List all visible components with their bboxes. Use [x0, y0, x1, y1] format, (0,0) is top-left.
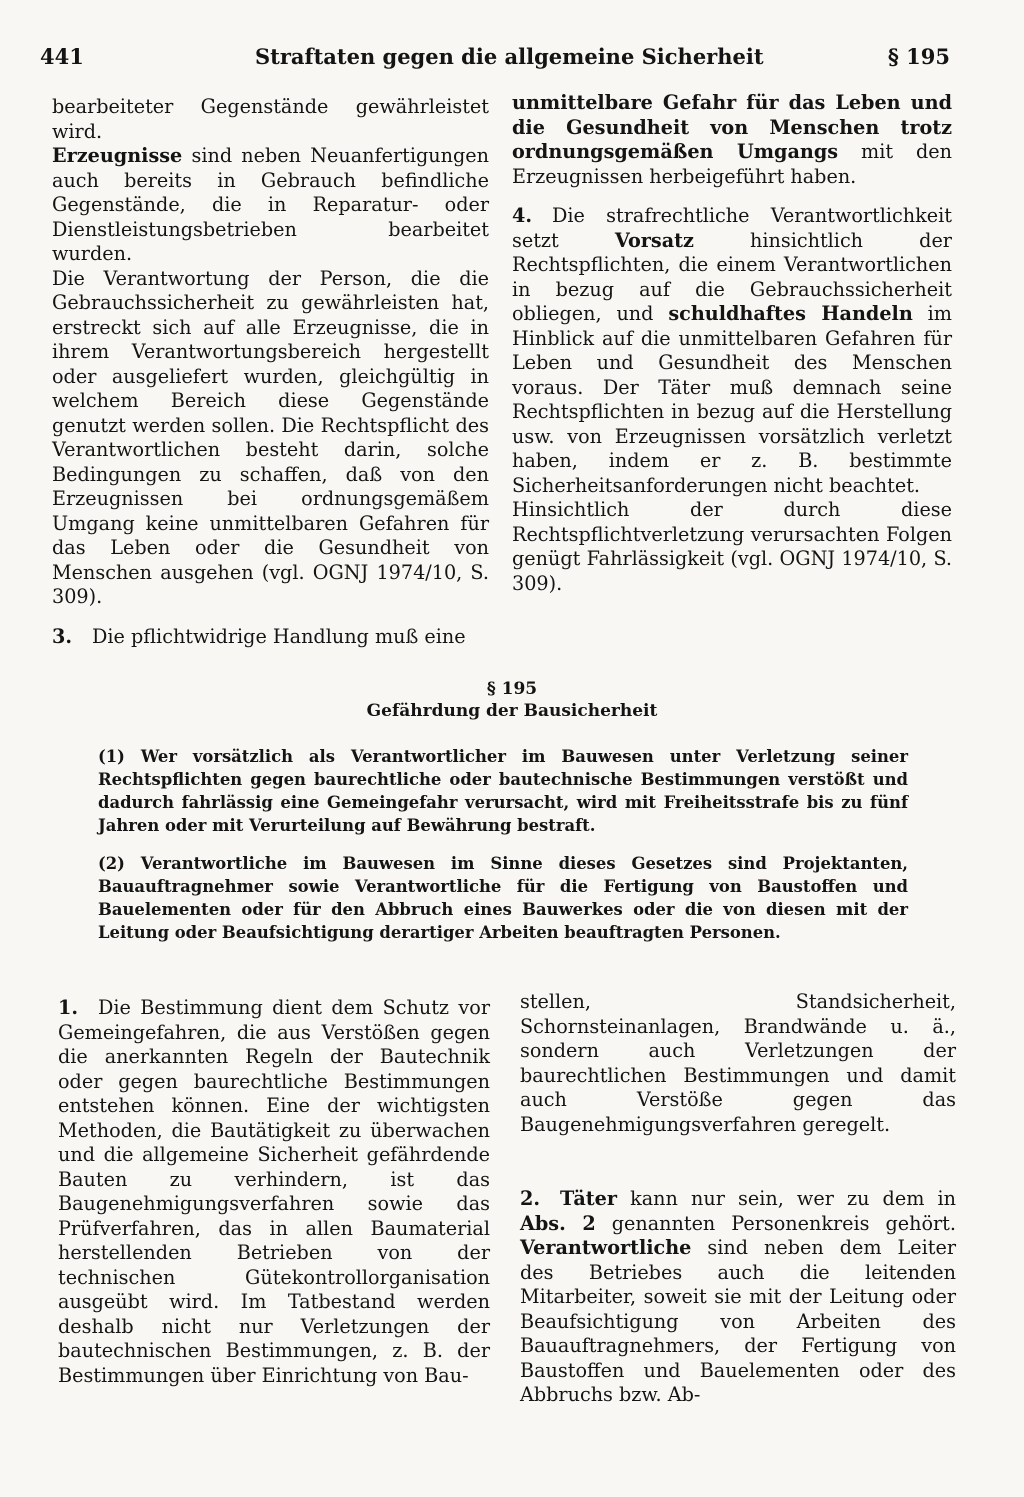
bold-phrase: unmittelbare Gefahr für das Leben und die Gesundheit von Menschen trotz ordnungsgemäßen Umgangs: [512, 91, 952, 163]
term-abs-2: Abs. 2: [520, 1211, 596, 1235]
paragraph-number: 3.: [52, 624, 73, 648]
paragraph-text: Die Bestimmung dient dem Schutz vor Gemeingefahren, die aus Verstößen gegen die anerkannten Regeln der Bautechnik oder gegen baurechtliche Bestimmungen entstehen können. Eine der wichtigsten Methoden, die Bautätigkeit zu überwachen und die allgemeine Sicherheit gefährdende Bauten zu verhindern, ist das Baugenehmigungsverfahren sowie das Prüfverfahren, das in allen Baumaterial herstellenden Betrieben von der technischen Gütekontrollorganisation ausgeübt wird. Im Tatbestand werden deshalb nicht nur Verletzungen der bautechnischen Bestimmungen, z. B. der Bestimmungen über Einrichtung von Bau-: [58, 996, 490, 1387]
commentary-column-top-right: [512, 91, 952, 596]
law-section-title: Gefährdung der Bausicherheit: [366, 701, 658, 721]
term-schuldhaftes-handeln: schuldhaftes Handeln: [668, 302, 913, 325]
paragraph: Hinsichtlich der durch diese Rechtspflichtverletzung verursachten Folgen genügt Fahrlässigkeit (vgl. OGNJ 1974/10, S. 309).: [512, 498, 952, 595]
paragraph: stellen, Standsicherheit, Schornsteinanlagen, Brandwände u. ä., sondern auch Verletzungen der baurechtlichen Bestimmungen und damit auch Verstöße gegen das Baugenehmigungsverfahren geregelt.: [520, 990, 956, 1136]
paragraph-text: sind neben Neuanfertigungen auch bereits in Gebrauch befindliche Gegenstände, die in Reparatur- oder Dienstleistungsbetrieben bearbeitet wurden.: [52, 144, 489, 265]
numbered-paragraph: [52, 625, 489, 650]
paragraph-text: sind neben dem Leiter des Betriebes auch die leitenden Mitarbeiter, soweit sie mit der Leitung oder Beaufsichtigung von Arbeiten des Bauauftragnehmers, der Fertigung von Baustoffen und Bauelementen oder des Abbruchs bzw. Ab-: [520, 1236, 956, 1406]
commentary-column-bottom-right: [520, 990, 956, 1408]
commentary-column-bottom-left: [58, 996, 490, 1388]
term-taeter: Täter: [560, 1187, 617, 1210]
term-erzeugnisse: Erzeugnisse: [52, 144, 183, 167]
paragraph-text: im Hinblick auf die unmittelbaren Gefahren für Leben und Gesundheit des Menschen voraus. Der Täter muß demnach seine Rechtspflichten in bezug auf die Herstellung usw. von Erzeugnissen vorsätzlich verletzt haben, indem er z. B. bestimmte Sicherheitsanforderungen nicht beachtet.: [512, 302, 952, 497]
numbered-paragraph: [520, 1187, 956, 1408]
law-paragraph-1: (1) Wer vorsätzlich als Verantwortlicher im Bauwesen unter Verletzung seiner Rechtspflichten gegen baurechtliche oder bautechnische Bestimmungen verstößt und dadurch fahrlässig eine Gemeingefahr verursacht, wird mit Freiheitsstrafe bis zu fünf Jahren oder mit Verurteilung auf Bewährung bestraft.: [98, 747, 908, 835]
numbered-paragraph: [58, 996, 490, 1388]
page-number: 441: [40, 44, 84, 69]
paragraph-text: kann nur sein, wer zu dem in: [617, 1187, 956, 1210]
paragraph: [512, 91, 952, 189]
paragraph: [52, 144, 489, 267]
paragraph-number: 4.: [512, 204, 533, 227]
running-title: Straftaten gegen die allgemeine Sicherheit: [255, 44, 764, 69]
spacer: [52, 610, 489, 625]
paragraph-text: Die pflichtwidrige Handlung muß eine: [92, 624, 466, 648]
term-verantwortliche: Verantwortliche: [520, 1236, 692, 1259]
term-vorsatz: Vorsatz: [614, 228, 694, 252]
law-section-number: § 195: [486, 679, 538, 699]
section-reference: § 195: [887, 44, 950, 69]
law-paragraph-2: (2) Verantwortliche im Bauwesen im Sinne dieses Gesetzes sind Projektanten, Bauauftragnehmer sowie Verantwortliche für die Fertigung von Baustoffen und Bauelementen oder für den Abbruch eines Bauwerkes oder die von diesen mit der Leitung oder Beaufsichtigung derartiger Arbeiten beauftragten Personen.: [98, 854, 908, 942]
spacer: [520, 1137, 956, 1187]
paragraph-text: genannten Personenkreis gehört.: [595, 1211, 956, 1235]
paragraph-text: Die strafrechtliche Verantwortlichkeit setzt: [512, 204, 952, 252]
paragraph-number: 1.: [58, 996, 79, 1019]
paragraph-number: 2.: [520, 1187, 541, 1210]
paragraph: bearbeiteter Gegenstände gewährleistet wird.: [52, 95, 489, 143]
paragraph: Die Verantwortung der Person, die die Gebrauchssicherheit zu gewährleisten hat, erstreckt sich auf alle Erzeugnisse, die in ihrem Verantwortungsbereich hergestellt oder ausgeliefert wurden, gleichgültig in welchem Bereich diese Gegenstände genutzt werden sollen. Die Rechtspflicht des Verantwortlichen besteht darin, solche Bedingungen zu schaffen, daß von den Erzeugnissen bei ordnungsgemäßem Umgang keine unmittelbaren Gefahren für das Leben oder die Gesundheit von Menschen ausgehen (vgl. OGNJ 1974/10, S. 309).: [52, 266, 489, 608]
paragraph-text: hinsichtlich der Rechtspflichten, die einem Verantwortlichen in bezug auf die Gebrauchssicherheit obliegen, und: [512, 228, 952, 325]
spacer: [512, 189, 952, 204]
commentary-column-top-left: [52, 95, 489, 649]
paragraph-text: mit den Erzeugnissen herbeigeführt haben.: [512, 140, 952, 188]
numbered-paragraph: [512, 204, 952, 498]
page-header: [40, 44, 950, 78]
